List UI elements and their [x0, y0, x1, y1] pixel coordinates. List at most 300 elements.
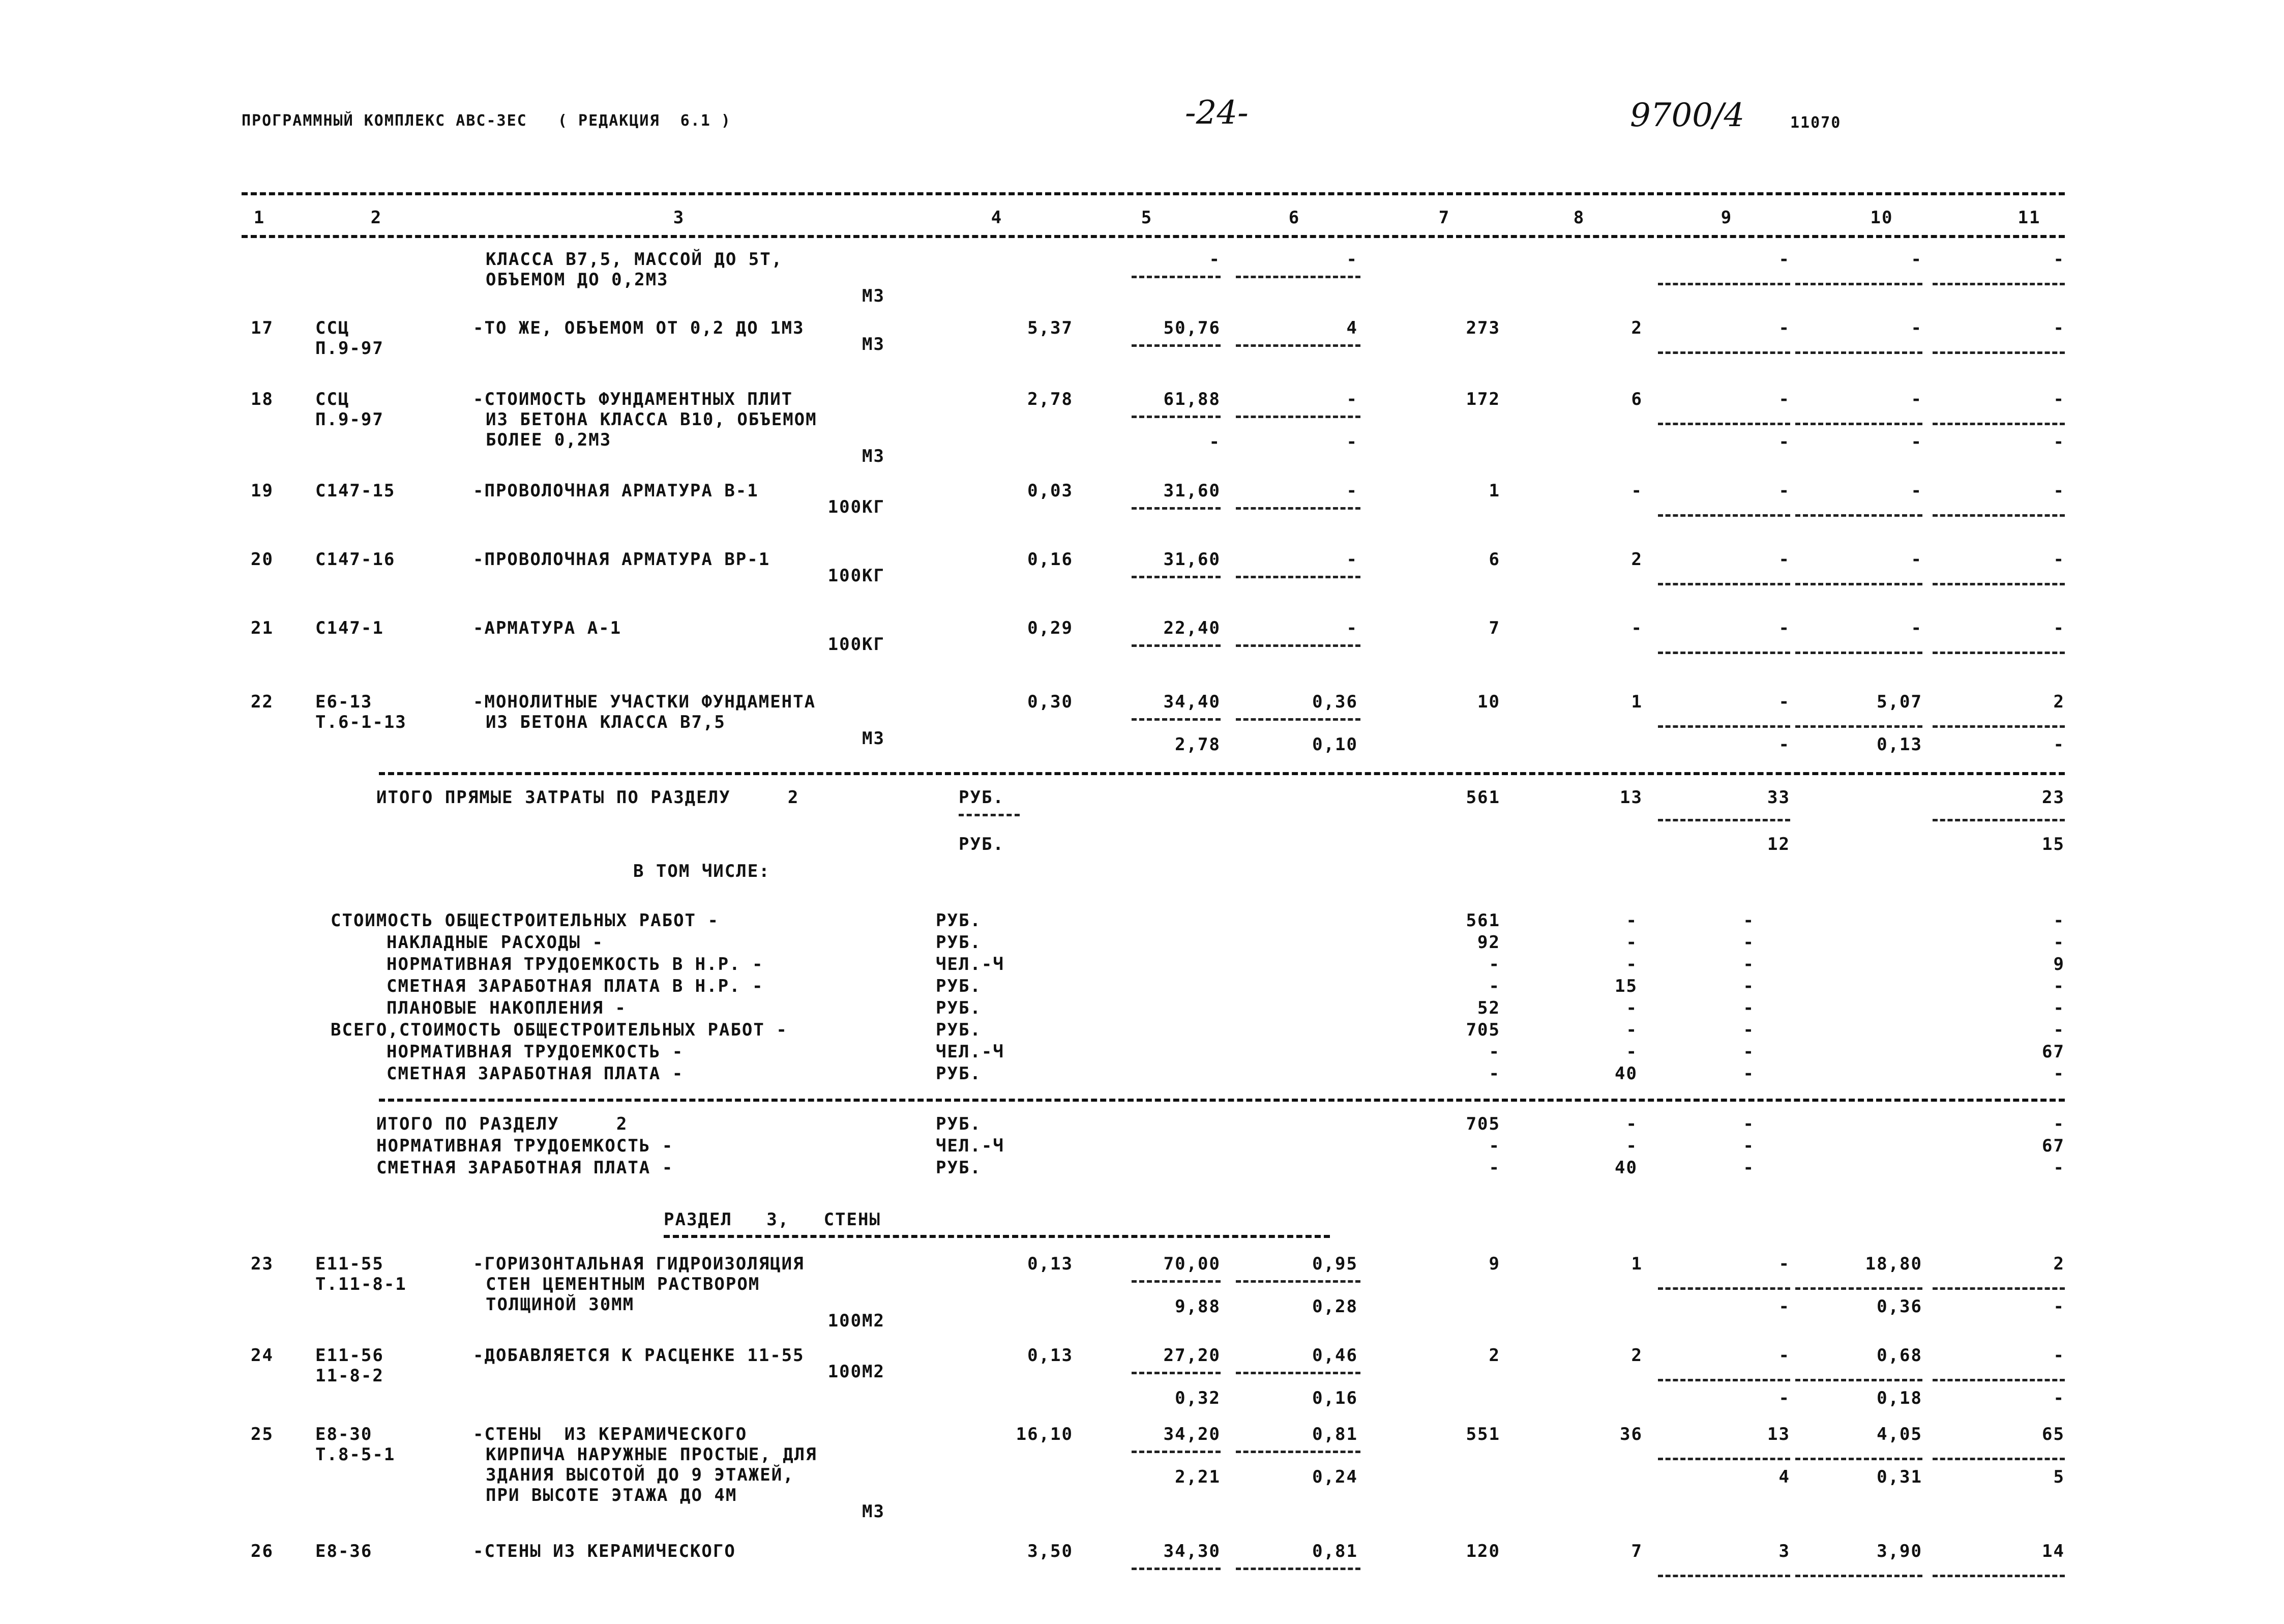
total-col7: 561 [1466, 787, 1500, 808]
cell-c6: 0,81 [1312, 1424, 1358, 1444]
cell-c8: 2 [1631, 549, 1643, 570]
cell-sub-s10: 0,13 [1877, 734, 1922, 755]
cell-sub-s10: 0,36 [1877, 1296, 1922, 1317]
total-col11-rule [1933, 819, 2065, 821]
cell-c8: 2 [1631, 1345, 1643, 1366]
breakdown-label: ПЛАНОВЫЕ НАКОПЛЕНИЯ - [387, 998, 627, 1018]
section-3-underline [664, 1235, 1330, 1238]
sub-rule-col10 [1795, 423, 1922, 425]
column-header-4: 4 [991, 208, 1003, 228]
cell-sub-s5: 0,32 [1175, 1388, 1221, 1408]
sub-rule-col9 [1658, 1287, 1790, 1290]
breakdown-col7: 92 [1477, 932, 1500, 953]
sub-rule-col10 [1795, 652, 1922, 654]
section-total-col11: 67 [2042, 1136, 2065, 1156]
work-description: -СТЕНЫ ИЗ КЕРАМИЧЕСКОГО [473, 1424, 748, 1444]
cell-c5: 61,88 [1163, 389, 1221, 409]
cell-sub-s10: 0,31 [1877, 1467, 1922, 1487]
cell-c7: 551 [1466, 1424, 1500, 1444]
cell-sub-s9: - [1778, 1296, 1790, 1317]
breakdown-col11: - [2053, 910, 2065, 931]
column-header-7: 7 [1438, 208, 1450, 228]
column-header-1: 1 [253, 208, 265, 228]
cell-c6: 4 [1346, 318, 1358, 338]
cell-c8: 1 [1631, 692, 1643, 712]
sub-rule-col11 [1933, 423, 2065, 425]
sub-rule-col11 [1933, 1575, 2065, 1577]
work-description: ПРИ ВЫСОТЕ ЭТАЖА ДО 4М [486, 1485, 737, 1505]
breakdown-col11: - [2053, 932, 2065, 953]
sub-rule-col9 [1658, 351, 1790, 354]
cell-c7: 1 [1489, 481, 1500, 501]
total-unit-2: РУБ. [959, 834, 1004, 854]
breakdown-col9: - [1743, 910, 1755, 931]
sub-rule-col9 [1658, 283, 1790, 285]
sub-rule-col10 [1795, 1379, 1922, 1381]
work-description: ЗДАНИЯ ВЫСОТОЙ ДО 9 ЭТАЖЕЙ, [486, 1465, 794, 1485]
cell-c6: - [1346, 618, 1358, 638]
sub-rule-col11 [1933, 652, 2065, 654]
sub-rule-col11 [1933, 1458, 2065, 1460]
sub-rule-col11 [1933, 283, 2065, 285]
cell-c5: 34,20 [1163, 1424, 1221, 1444]
unit-of-measure: 100М2 [827, 1362, 885, 1382]
total-unit-rule [959, 814, 1020, 816]
cell-c4: 0,29 [1027, 618, 1073, 638]
work-description: -СТЕНЫ ИЗ КЕРАМИЧЕСКОГО [473, 1541, 736, 1561]
cell-sub-s5: - [1209, 432, 1221, 452]
breakdown-label: ВСЕГО,СТОИМОСТЬ ОБЩЕСТРОИТЕЛЬНЫХ РАБОТ - [331, 1020, 788, 1040]
section-total-col8: - [1626, 1114, 1638, 1134]
cell-sub-s11: - [2053, 1388, 2065, 1408]
cell-sub-s6: - [1346, 432, 1358, 452]
breakdown-unit: РУБ. [936, 998, 982, 1018]
sub-rule-col6 [1236, 1451, 1360, 1453]
sub-rule-col10 [1795, 1287, 1922, 1290]
sub-rule-col5 [1132, 1451, 1221, 1453]
cell-c8: 36 [1620, 1424, 1643, 1444]
sub-rule-col11 [1933, 583, 2065, 585]
cell-c6: 0,95 [1312, 1254, 1358, 1274]
cell-sub-s6: 0,10 [1312, 734, 1358, 755]
section-total-unit: ЧЕЛ.-Ч [936, 1136, 1004, 1156]
sub-rule-col5 [1132, 718, 1221, 721]
cell-c5: 27,20 [1163, 1345, 1221, 1366]
sub-rule-col6 [1236, 1568, 1360, 1570]
cell-c10: 0,68 [1877, 1345, 1922, 1366]
row-number: 17 [251, 318, 274, 338]
rate-code: ССЦ [315, 389, 350, 409]
breakdown-col7: - [1489, 976, 1500, 996]
cell-c9: - [1778, 618, 1790, 638]
work-description: КЛАССА В7,5, МАССОЙ ДО 5Т, [486, 249, 783, 270]
cell-c6: - [1346, 481, 1358, 501]
section-total-label: СМЕТНАЯ ЗАРАБОТНАЯ ПЛАТА - [376, 1158, 674, 1178]
cell-c6: - [1346, 249, 1358, 270]
cell-sub-s11: - [2053, 432, 2065, 452]
cell-c4: 3,50 [1027, 1541, 1073, 1561]
section-total-col9: - [1743, 1136, 1755, 1156]
breakdown-col7: 52 [1477, 998, 1500, 1018]
cell-c5: 31,60 [1163, 481, 1221, 501]
breakdown-col7: - [1489, 954, 1500, 975]
breakdown-col11: - [2053, 1064, 2065, 1084]
sub-rule-col6 [1236, 718, 1360, 721]
sub-rule-col5 [1132, 276, 1221, 278]
program-title: ПРОГРАММНЫЙ КОМПЛЕКС АВС-ЗЕС ( РЕДАКЦИЯ 6.1 ) [242, 112, 731, 130]
rate-reference: Т.11-8-1 [315, 1274, 407, 1294]
section-3-title: РАЗДЕЛ 3, СТЕНЫ [664, 1209, 881, 1230]
row-number: 26 [251, 1541, 274, 1561]
rate-code: С147-1 [315, 618, 384, 638]
cell-sub-s5: 2,78 [1175, 734, 1221, 755]
sub-rule-col11 [1933, 351, 2065, 354]
document-code: 9700/4 [1630, 97, 1745, 134]
sub-rule-col10 [1795, 1458, 1922, 1460]
total-col9-rule [1658, 819, 1790, 821]
cell-c11: - [2053, 389, 2065, 409]
column-header-8: 8 [1573, 208, 1585, 228]
sub-rule-col5 [1132, 1280, 1221, 1283]
breakdown-col9: - [1743, 1020, 1755, 1040]
breakdown-unit: РУБ. [936, 1064, 982, 1084]
sub-rule-col5 [1132, 576, 1221, 578]
breakdown-unit: РУБ. [936, 976, 982, 996]
unit-of-measure: 100М2 [827, 1311, 885, 1331]
work-description: БОЛЕЕ 0,2М3 [486, 430, 612, 450]
cell-sub-s11: - [2053, 734, 2065, 755]
breakdown-col11: 9 [2053, 954, 2065, 975]
cell-sub-s9: - [1778, 1388, 1790, 1408]
sub-rule-col10 [1795, 1575, 1922, 1577]
cell-c11: - [2053, 318, 2065, 338]
cell-c4: 5,37 [1027, 318, 1073, 338]
sub-rule-col11 [1933, 1287, 2065, 1290]
section-total-label: ИТОГО ПО РАЗДЕЛУ 2 [376, 1114, 628, 1134]
cell-c11: - [2053, 618, 2065, 638]
sub-rule-col10 [1795, 583, 1922, 585]
cell-c7: 273 [1466, 318, 1500, 338]
column-header-5: 5 [1141, 208, 1153, 228]
sub-rule-col5 [1132, 507, 1221, 510]
row-number: 24 [251, 1345, 274, 1366]
cell-c6: - [1346, 549, 1358, 570]
cell-c8: 2 [1631, 318, 1643, 338]
cell-sub-s9: - [1778, 734, 1790, 755]
unit-of-measure: М3 [862, 334, 885, 355]
breakdown-col9: - [1743, 1064, 1755, 1084]
breakdown-col9: - [1743, 954, 1755, 975]
sub-rule-col9 [1658, 1575, 1790, 1577]
breakdown-col7: - [1489, 1042, 1500, 1062]
cell-c5: 50,76 [1163, 318, 1221, 338]
work-description: -МОНОЛИТНЫЕ УЧАСТКИ ФУНДАМЕНТА [473, 692, 816, 712]
cell-c8: 6 [1631, 389, 1643, 409]
rate-reference: Т.6-1-13 [315, 712, 407, 732]
section-total-col9: - [1743, 1114, 1755, 1134]
cell-c10: 4,05 [1877, 1424, 1922, 1444]
breakdown-col8: - [1626, 954, 1638, 975]
section-total-col11: - [2053, 1158, 2065, 1178]
cell-c5: 22,40 [1163, 618, 1221, 638]
breakdown-label: НОРМАТИВНАЯ ТРУДОЕМКОСТЬ В Н.Р. - [387, 954, 764, 975]
cell-c9: - [1778, 389, 1790, 409]
cell-c11: 2 [2053, 692, 2065, 712]
rate-code: Е8-36 [315, 1541, 373, 1561]
including-label: В ТОМ ЧИСЛЕ: [633, 861, 770, 881]
rate-code: С147-15 [315, 481, 396, 501]
cell-c5: 70,00 [1163, 1254, 1221, 1274]
breakdown-col11: 67 [2042, 1042, 2065, 1062]
cell-c11: - [2053, 1345, 2065, 1366]
unit-of-measure: М3 [862, 728, 885, 749]
breakdown-col11: - [2053, 998, 2065, 1018]
section-total-col8: - [1626, 1136, 1638, 1156]
sub-rule-col5 [1132, 1568, 1221, 1570]
cell-c11: 2 [2053, 1254, 2065, 1274]
cell-sub-s6: 0,28 [1312, 1296, 1358, 1317]
cell-c10: - [1911, 549, 1922, 570]
sub-rule-col5 [1132, 644, 1221, 647]
cell-c11: 65 [2042, 1424, 2065, 1444]
breakdown-col8: - [1626, 1020, 1638, 1040]
sub-rule-col9 [1658, 1458, 1790, 1460]
breakdown-unit: ЧЕЛ.-Ч [936, 1042, 1004, 1062]
section-total-unit: РУБ. [936, 1158, 982, 1178]
total-col11: 23 [2042, 787, 2065, 808]
cell-c6: 0,46 [1312, 1345, 1358, 1366]
breakdown-col8: - [1626, 932, 1638, 953]
cell-c9: - [1778, 318, 1790, 338]
total-rule [379, 772, 2065, 775]
unit-of-measure: М3 [862, 286, 885, 306]
breakdown-unit: ЧЕЛ.-Ч [936, 954, 1004, 975]
breakdown-unit: РУБ. [936, 1020, 982, 1040]
row-number: 21 [251, 618, 274, 638]
sub-rule-col10 [1795, 283, 1922, 285]
row-number: 23 [251, 1254, 274, 1274]
rate-reference: П.9-97 [315, 409, 384, 430]
work-description: -СТОИМОСТЬ ФУНДАМЕНТНЫХ ПЛИТ [473, 389, 793, 409]
cell-c7: 172 [1466, 389, 1500, 409]
work-description: ИЗ БЕТОНА КЛАССА В7,5 [486, 712, 726, 732]
cell-sub-s10: - [1911, 432, 1922, 452]
section-total-col8: 40 [1615, 1158, 1638, 1178]
row-number: 18 [251, 389, 274, 409]
breakdown-col9: - [1743, 1042, 1755, 1062]
cell-c5: 34,30 [1163, 1541, 1221, 1561]
cell-c6: 0,36 [1312, 692, 1358, 712]
sub-rule-col5 [1132, 344, 1221, 347]
cell-c4: 0,30 [1027, 692, 1073, 712]
sub-rule-col6 [1236, 276, 1360, 278]
table-header-rule [242, 235, 2065, 238]
column-header-9: 9 [1721, 208, 1733, 228]
work-description: СТЕН ЦЕМЕНТНЫМ РАСТВОРОМ [486, 1274, 760, 1294]
section-total-col9: - [1743, 1158, 1755, 1178]
cell-c8: - [1631, 481, 1643, 501]
section-total-unit: РУБ. [936, 1114, 982, 1134]
cell-c10: - [1911, 318, 1922, 338]
breakdown-col7: 561 [1466, 910, 1500, 931]
cell-c9: - [1778, 1254, 1790, 1274]
total-sub-col9: 12 [1767, 834, 1790, 854]
total-col8: 13 [1620, 787, 1643, 808]
total-unit: РУБ. [959, 787, 1004, 808]
unit-of-measure: 100КГ [827, 497, 885, 517]
rate-code: Е6-13 [315, 692, 373, 712]
cell-c5: - [1209, 249, 1221, 270]
work-description: ТОЛЩИНОЙ 30ММ [486, 1294, 635, 1315]
unit-of-measure: М3 [862, 1501, 885, 1522]
cell-sub-s6: 0,24 [1312, 1467, 1358, 1487]
sub-rule-col11 [1933, 1379, 2065, 1381]
cell-c11: 14 [2042, 1541, 2065, 1561]
rate-code: ССЦ [315, 318, 350, 338]
breakdown-col7: 705 [1466, 1020, 1500, 1040]
section-total-col7: 705 [1466, 1114, 1500, 1134]
breakdown-col8: 15 [1615, 976, 1638, 996]
cell-c8: 7 [1631, 1541, 1643, 1561]
cell-c8: - [1631, 618, 1643, 638]
sub-rule-col11 [1933, 725, 2065, 728]
work-description: ОБЪЕМОМ ДО 0,2М3 [486, 270, 669, 290]
column-header-6: 6 [1288, 208, 1300, 228]
sub-rule-col9 [1658, 652, 1790, 654]
breakdown-col8: - [1626, 998, 1638, 1018]
cell-sub-s11: - [2053, 1296, 2065, 1317]
total-col9: 33 [1767, 787, 1790, 808]
sub-rule-col9 [1658, 514, 1790, 517]
row-number: 19 [251, 481, 274, 501]
cell-c10: 3,90 [1877, 1541, 1922, 1561]
cell-c10: - [1911, 481, 1922, 501]
cell-c6: 0,81 [1312, 1541, 1358, 1561]
page-number: -24- [1185, 94, 1249, 132]
cell-c10: - [1911, 249, 1922, 270]
breakdown-col9: - [1743, 932, 1755, 953]
rate-reference: П.9-97 [315, 338, 384, 359]
total-sub-col11: 15 [2042, 834, 2065, 854]
rate-code: Е8-30 [315, 1424, 373, 1444]
sub-rule-col11 [1933, 514, 2065, 517]
breakdown-label: НАКЛАДНЫЕ РАСХОДЫ - [387, 932, 604, 953]
sub-rule-col6 [1236, 1280, 1360, 1283]
unit-of-measure: М3 [862, 446, 885, 466]
sub-rule-col6 [1236, 416, 1360, 418]
breakdown-label: СМЕТНАЯ ЗАРАБОТНАЯ ПЛАТА - [387, 1064, 684, 1084]
cell-c7: 120 [1466, 1541, 1500, 1561]
row-number: 20 [251, 549, 274, 570]
cell-sub-s5: 2,21 [1175, 1467, 1221, 1487]
cell-c4: 2,78 [1027, 389, 1073, 409]
column-header-10: 10 [1870, 208, 1893, 228]
cell-c9: - [1778, 692, 1790, 712]
breakdown-col8: - [1626, 1042, 1638, 1062]
breakdown-col7: - [1489, 1064, 1500, 1084]
breakdown-label: СТОИМОСТЬ ОБЩЕСТРОИТЕЛЬНЫХ РАБОТ - [331, 910, 719, 931]
sheet-code: 11070 [1790, 114, 1842, 132]
cell-c4: 0,16 [1027, 549, 1073, 570]
sub-rule-col6 [1236, 644, 1360, 647]
sub-rule-col9 [1658, 1379, 1790, 1381]
work-description: -АРМАТУРА А-1 [473, 618, 622, 638]
sub-rule-col6 [1236, 576, 1360, 578]
sub-rule-col10 [1795, 514, 1922, 517]
sub-rule-col9 [1658, 725, 1790, 728]
breakdown-col11: - [2053, 976, 2065, 996]
sub-rule-col10 [1795, 725, 1922, 728]
cell-c7: 2 [1489, 1345, 1500, 1366]
cell-sub-s9: - [1778, 432, 1790, 452]
breakdown-label: НОРМАТИВНАЯ ТРУДОЕМКОСТЬ - [387, 1042, 684, 1062]
work-description: -ПРОВОЛОЧНАЯ АРМАТУРА В-1 [473, 481, 759, 501]
section-total-col11: - [2053, 1114, 2065, 1134]
cell-sub-s11: 5 [2053, 1467, 2065, 1487]
cell-c5: 34,40 [1163, 692, 1221, 712]
cell-c10: - [1911, 389, 1922, 409]
cell-c10: 18,80 [1865, 1254, 1922, 1274]
cell-c5: 31,60 [1163, 549, 1221, 570]
row-number: 22 [251, 692, 274, 712]
breakdown-col9: - [1743, 998, 1755, 1018]
row-number: 25 [251, 1424, 274, 1444]
sub-rule-col10 [1795, 351, 1922, 354]
sub-rule-col9 [1658, 583, 1790, 585]
cell-c10: 5,07 [1877, 692, 1922, 712]
sub-rule-col5 [1132, 416, 1221, 418]
section-total-rule [379, 1099, 2065, 1102]
sub-rule-col6 [1236, 1372, 1360, 1374]
total-label: ИТОГО ПРЯМЫЕ ЗАТРАТЫ ПО РАЗДЕЛУ 2 [376, 787, 799, 808]
rate-code: Е11-56 [315, 1345, 384, 1366]
cell-c4: 16,10 [1016, 1424, 1073, 1444]
cell-c6: - [1346, 389, 1358, 409]
cell-sub-s10: 0,18 [1877, 1388, 1922, 1408]
section-total-col7: - [1489, 1158, 1500, 1178]
cell-c9: - [1778, 481, 1790, 501]
cell-c7: 6 [1489, 549, 1500, 570]
sub-rule-col6 [1236, 344, 1360, 347]
work-description: -ПРОВОЛОЧНАЯ АРМАТУРА ВР-1 [473, 549, 770, 570]
unit-of-measure: 100КГ [827, 634, 885, 655]
cell-c7: 10 [1477, 692, 1500, 712]
breakdown-unit: РУБ. [936, 932, 982, 953]
breakdown-col8: - [1626, 910, 1638, 931]
table-top-rule [242, 192, 2065, 195]
cell-c4: 0,03 [1027, 481, 1073, 501]
breakdown-col8: 40 [1615, 1064, 1638, 1084]
cell-c10: - [1911, 618, 1922, 638]
breakdown-unit: РУБ. [936, 910, 982, 931]
rate-reference: Т.8-5-1 [315, 1444, 396, 1465]
cell-c11: - [2053, 481, 2065, 501]
unit-of-measure: 100КГ [827, 566, 885, 586]
rate-code: Е11-55 [315, 1254, 384, 1274]
column-header-2: 2 [370, 208, 382, 228]
rate-code: С147-16 [315, 549, 396, 570]
cell-c7: 7 [1489, 618, 1500, 638]
breakdown-label: СМЕТНАЯ ЗАРАБОТНАЯ ПЛАТА В Н.Р. - [387, 976, 764, 996]
cell-c9: - [1778, 1345, 1790, 1366]
cell-c8: 1 [1631, 1254, 1643, 1274]
sub-rule-col5 [1132, 1372, 1221, 1374]
column-header-3: 3 [673, 208, 685, 228]
breakdown-col11: - [2053, 1020, 2065, 1040]
cell-c4: 0,13 [1027, 1345, 1073, 1366]
work-description: КИРПИЧА НАРУЖНЫЕ ПРОСТЫЕ, ДЛЯ [486, 1444, 817, 1465]
cell-sub-s6: 0,16 [1312, 1388, 1358, 1408]
